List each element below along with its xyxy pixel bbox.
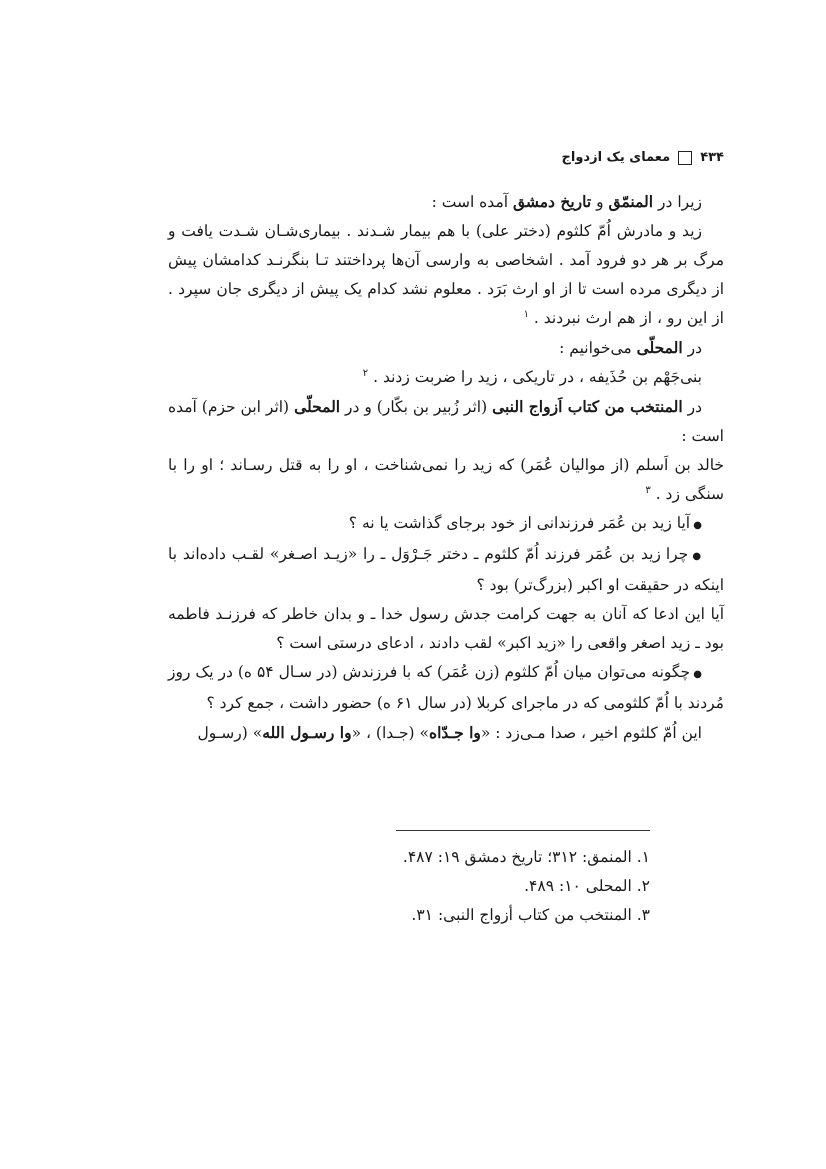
running-header — [168, 150, 724, 165]
text: زید و مادرش اُمّ کلثوم (دختر علی) با هم بیمار شـدند . بیماری‌شـان شـدت یافت و مرگ بر هر دو فرود آمد . اشخاصی به وارسی آن‌ها پرداختند تـا بنگرنـد کدامشان پیش از دیگری مرده است تا از او ارث بَرَد . معلوم نشد کدام یک پیش از دیگری جان سپرد . از این رو ، از هم ارث نبردند . — [168, 222, 724, 327]
quote: وا رسـول الله — [262, 723, 352, 742]
book-title: المحلّی — [294, 397, 341, 416]
bullet-question: ● چرا زید بن عُمَر فرزند اُمّ کلثوم ـ دختر جَـرْوَل ـ را «زیـد اصـغر» لقـب داده‌اند با اینکه در حقیقت او اکبر (بزرگ‌تر) بود ؟ — [168, 540, 724, 600]
paragraph — [168, 392, 724, 451]
footnotes — [396, 830, 650, 930]
paragraph — [168, 333, 724, 363]
bullet-question: ● آیا زید بن عُمَر فرزندانی از خود برجای گذاشت یا نه ؟ — [168, 509, 724, 540]
paragraph: آیا این ادعا که آنان به جهت کرامت جدش رسول خدا ـ و بدان خاطر که فرزنـد فاطمه بود ـ زید اصغر واقعی را «زید اکبر» لقب دادند ، ادعای درستی است ؟ — [168, 605, 724, 652]
book-title: تاریخ دمشق — [512, 192, 592, 211]
text: و — [591, 193, 609, 211]
footnote-ref: ۲ — [362, 367, 369, 379]
paragraph — [168, 187, 724, 217]
book-title: المنتخب من کتاب اَزواج النبی — [492, 397, 683, 416]
text: در — [682, 398, 702, 416]
footnote-ref: ۱ — [523, 308, 529, 320]
book-title: المنمّق — [608, 192, 654, 211]
page-body — [168, 150, 724, 748]
page-number: ۴۳۴ — [700, 150, 724, 165]
text: زیرا در — [653, 193, 702, 211]
footnote: ۲. المحلی ۱۰: ۴۸۹. — [524, 877, 650, 895]
paragraph — [168, 363, 724, 392]
bullet-question: ● چگونه می‌توان میان اُمّ کلثوم (زن عُمَر) که با فرزندش (در سـال ۵۴ ه) در یک روز مُردند با اُمّ کلثومی که در ماجرای کربلا (در سال ۶۱ ه) حضور داشت ، جمع کرد ؟ — [168, 658, 724, 718]
paragraph — [168, 451, 724, 509]
text: » (رسـول — [197, 724, 263, 742]
chapter-title: معمای یک ازدواج — [561, 150, 671, 165]
footnote: ۳. المنتخب من کتاب أزواج النبی: ۳۱. — [411, 906, 650, 924]
text: بنی‌جَهْم بن حُذَیفه ، در تاریکی ، زید را ضربت زدند . — [373, 368, 702, 386]
text: (اثر ابن حزم) آمده است : — [168, 398, 724, 445]
quote: وا جـدّاه — [429, 723, 481, 742]
header-square-icon — [678, 151, 692, 165]
text: (اثر زُبیر بن بکّار) و در — [340, 398, 493, 416]
book-title: المحلّی — [636, 338, 683, 357]
text: آمده است : — [431, 193, 513, 211]
footnote: ۱. المنمق: ۳۱۲؛ تاریخ دمشق ۱۹: ۴۸۷. — [402, 848, 650, 866]
paragraph — [168, 718, 724, 748]
text: می‌خوانیم : — [559, 339, 637, 357]
footnote-ref: ۳ — [645, 484, 651, 496]
text: این اُمّ کلثوم اخیر ، صدا مـی‌زد : « — [480, 724, 702, 742]
paragraph — [168, 217, 724, 333]
text: خالد بن اَسلم (از موالیان عُمَر) که زید را نمی‌شناخت ، او را به قتل رسـاند ؛ او را با سنگی زد . — [168, 456, 724, 503]
text: در — [682, 339, 702, 357]
text: » (جـدا) ، « — [351, 724, 429, 742]
